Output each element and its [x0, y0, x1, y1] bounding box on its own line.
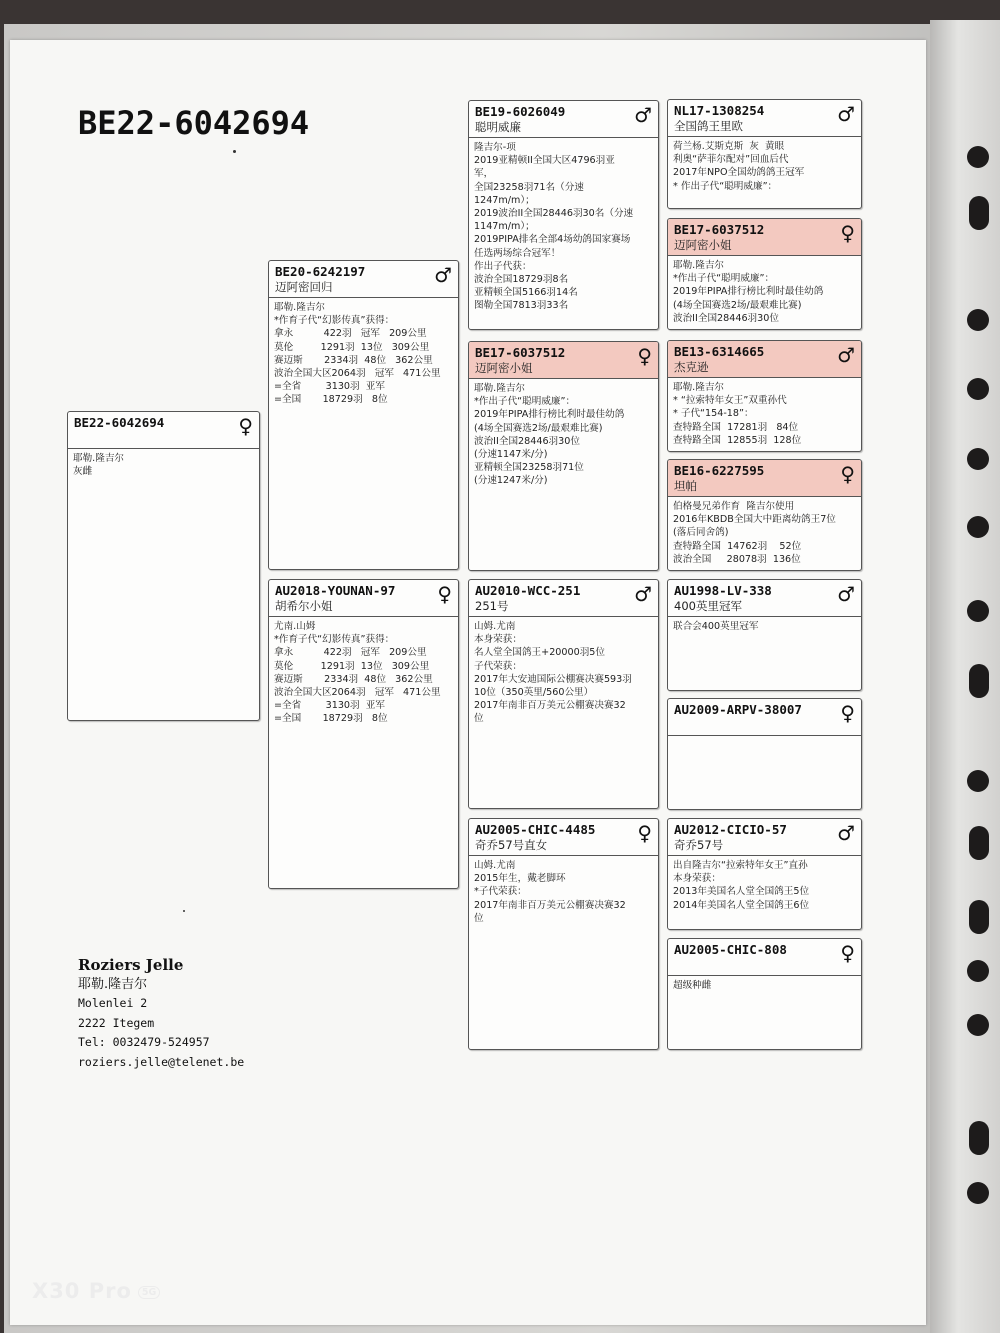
card-header [269, 261, 458, 298]
network-badge: 5G [138, 1286, 160, 1299]
note-line: 查特路全国 12855羽 128位 [673, 434, 802, 446]
note-line: 灰雌 [73, 466, 93, 478]
pigeon-name: 全国鸽王里欧 [674, 119, 743, 133]
note-line: 波治II全国28446羽30位 [673, 312, 779, 324]
ring-number: AU2018-YOUNAN-97 [275, 583, 396, 598]
pedigree-card [667, 218, 862, 330]
note-line: 2019年PIPA排行榜比利时最佳幼鸽 [673, 286, 824, 298]
note-line: 1247m/m）； [474, 194, 535, 206]
note-line: 2014年美国名人堂全国鸽王6位 [673, 899, 810, 911]
note-line: 耶勒.隆吉尔 [274, 302, 326, 313]
note-line: 2017年南非百万美元公棚赛决赛32 [474, 700, 626, 712]
card-header [668, 341, 861, 378]
ring-number: BE16-6227595 [674, 463, 765, 478]
camera-model: X30 Pro [32, 1279, 132, 1303]
note-line: 耶勒.隆吉尔 [73, 453, 125, 464]
note-line: 亚精顿全国5166羽14名 [474, 287, 578, 299]
female-symbol-icon: ♀ [637, 344, 652, 368]
note-line: * 作出子代“聪明威廉”： [673, 180, 778, 192]
note-line: * “拉索特年女王”双重孙代 [673, 395, 787, 407]
note-line: 全国23258羽71名（分速 [474, 181, 584, 193]
note-line: 赛迈斯 2334羽 48位 362公里 [274, 354, 433, 366]
owner-name-chinese: 耶勒.隆吉尔 [78, 977, 148, 992]
male-symbol-icon: ♂ [837, 102, 855, 126]
owner-email: roziers.jelle@telenet.be [78, 1054, 245, 1069]
camera-watermark [32, 1279, 160, 1303]
card-header [469, 101, 658, 138]
pigeon-name: 迈阿密回归 [275, 280, 333, 294]
note-line: 联合会400英里冠军 [673, 621, 759, 632]
note-line: =全省 3130羽 亚军 [274, 381, 385, 393]
card-header [668, 219, 861, 256]
note-line: 耶勒.隆吉尔 [673, 382, 725, 393]
female-symbol-icon: ♀ [437, 582, 452, 606]
male-symbol-icon: ♂ [837, 343, 855, 367]
note-line: 本身荣获： [474, 634, 522, 646]
pedigree-card [468, 341, 659, 571]
note-line: 军， [474, 168, 494, 180]
note-line: 2019亚精顿II全国大区4796羽亚 [474, 155, 615, 167]
punch-hole [967, 146, 989, 168]
note-line: 山姆.尤南 [474, 860, 516, 871]
card-notes [469, 856, 658, 928]
note-line: *作育子代“幻影传真”获得： [274, 315, 395, 327]
note-line: 子代荣获： [474, 660, 522, 672]
note-line: 耶勒.隆吉尔 [673, 260, 725, 271]
ring-number: AU2012-CICIO-57 [674, 822, 787, 837]
card-header [668, 580, 861, 617]
note-line: 波治II全国28446羽30位 [474, 435, 580, 447]
pigeon-name: 杰克逊 [674, 360, 709, 374]
note-line: * 子代“154-18”： [673, 408, 754, 420]
note-line: (分速1147米/分) [474, 449, 548, 461]
ring-number: BE13-6314665 [674, 344, 765, 359]
pigeon-name: 奇乔57号 [674, 838, 724, 852]
punch-hole [969, 826, 989, 860]
sleeve-binding-edge [930, 20, 1000, 1333]
note-line: *作育子代“幻影传真”获得： [274, 634, 395, 646]
note-line: 2019PIPA排名全部4场幼鸽国家赛场 [474, 234, 631, 246]
card-notes [668, 856, 861, 915]
punch-hole [967, 1182, 989, 1204]
male-symbol-icon: ♂ [634, 582, 652, 606]
ring-number: BE19-6026049 [475, 104, 566, 119]
pedigree-card [667, 938, 862, 1050]
note-line: 尤南.山姆 [274, 621, 316, 632]
note-line: 拿永 422羽 冠军 209公里 [274, 328, 427, 340]
note-line: *作出子代“聪明威廉”： [673, 273, 775, 285]
card-notes [469, 379, 658, 491]
female-symbol-icon: ♀ [840, 701, 855, 725]
note-line: 2019波治II全国28446羽30名（分速 [474, 208, 634, 220]
pigeon-name: 聪明威廉 [475, 120, 521, 134]
note-line: 山姆.尤南 [474, 621, 516, 632]
note-line: 隆吉尔-项 [474, 142, 516, 153]
pedigree-card [468, 818, 659, 1050]
owner-phone: Tel: 0032479-524957 [78, 1035, 210, 1049]
pigeon-name: 400英里冠军 [674, 599, 742, 613]
pedigree-card [268, 579, 459, 889]
note-line: =全省 3130羽 亚军 [274, 700, 385, 712]
female-symbol-icon: ♀ [637, 821, 652, 845]
male-symbol-icon: ♂ [837, 821, 855, 845]
note-line: 2017年南非百万美元公棚赛决赛32 [474, 899, 626, 911]
note-line: 拿永 422羽 冠军 209公里 [274, 647, 427, 659]
note-line: 利奥“萨菲尔配对”回血后代 [673, 154, 789, 166]
note-line: 2017年NPO全国幼鸽鸽王冠军 [673, 167, 805, 179]
card-notes [668, 137, 861, 196]
note-line: 2016年KBDB全国大中距离幼鸽王7位 [673, 514, 836, 526]
owner-name: Roziers Jelle [78, 956, 184, 974]
pedigree-card [468, 100, 659, 330]
card-header [269, 580, 458, 617]
punch-hole [967, 1014, 989, 1036]
card-header [68, 412, 259, 449]
punch-hole [967, 309, 989, 331]
pedigree-card [468, 579, 659, 809]
punch-hole [969, 1121, 989, 1155]
male-symbol-icon: ♂ [434, 263, 452, 287]
note-line: 图勒全国7813羽33名 [474, 300, 569, 312]
female-symbol-icon: ♀ [840, 221, 855, 245]
note-line: 赛迈斯 2334羽 48位 362公里 [274, 673, 433, 685]
ring-number: AU2010-WCC-251 [475, 583, 581, 598]
punch-hole [967, 378, 989, 400]
note-line: 10位（350英里/560公里） [474, 687, 594, 699]
note-line: =全国 18729羽 8位 [274, 713, 388, 725]
card-header [668, 460, 861, 497]
card-notes [269, 617, 458, 729]
owner-city: 2222 Itegem [78, 1015, 155, 1030]
note-line: 荷兰杨.艾斯克斯 灰 黄眼 [673, 141, 785, 152]
note-line: 超级种雌 [673, 980, 712, 991]
pedigree-card [67, 411, 260, 721]
pedigree-card [667, 818, 862, 930]
note-line: 作出子代获： [474, 260, 532, 272]
note-line: 耶勒.隆吉尔 [474, 383, 526, 394]
note-line: 亚精顿全国23258羽71位 [474, 462, 584, 474]
note-line: 查特路全国 17281羽 84位 [673, 421, 799, 433]
female-symbol-icon: ♀ [238, 414, 253, 438]
pedigree-card [667, 99, 862, 209]
pigeon-name: 迈阿密小姐 [475, 361, 533, 375]
note-line: 位 [474, 713, 484, 725]
ring-number: BE22-6042694 [74, 415, 165, 430]
punch-hole [967, 770, 989, 792]
card-notes [668, 976, 861, 995]
note-line: *子代荣获： [474, 886, 527, 898]
note-line: *作出子代“聪明威廉”： [474, 396, 576, 408]
card-header [668, 100, 861, 137]
card-notes [668, 617, 861, 636]
pedigree-card [667, 340, 862, 452]
card-notes [68, 449, 259, 481]
female-symbol-icon: ♀ [840, 941, 855, 965]
punch-hole [969, 196, 989, 230]
card-header [668, 939, 861, 976]
page-title: BE22-6042694 [78, 104, 310, 142]
note-line: 出自隆吉尔“拉索特年女王”直孙 [673, 860, 808, 871]
ring-number: AU2009-ARPV-38007 [674, 702, 802, 717]
note-line: 本身荣获： [673, 873, 721, 885]
pedigree-card [667, 579, 862, 691]
ring-number: NL17-1308254 [674, 103, 765, 118]
pigeon-name: 251号 [475, 599, 509, 613]
note-line: (4场全国赛选2场/最艰难比赛) [673, 299, 802, 311]
card-notes [269, 298, 458, 410]
note-line: 位 [474, 912, 484, 924]
note-line: 伯格曼兄弟作育 隆吉尔使用 [673, 501, 795, 512]
note-line: 波治全国18729羽8名 [474, 274, 569, 286]
note-line: 2015年生，戴老脚环 [474, 873, 566, 885]
pigeon-name: 迈阿密小姐 [674, 238, 732, 252]
note-line: 任选两场综合冠军！ [474, 247, 561, 259]
punch-hole [967, 448, 989, 470]
card-header [469, 342, 658, 379]
note-line: (4场全国赛选2场/最艰难比赛) [474, 422, 603, 434]
male-symbol-icon: ♂ [837, 582, 855, 606]
ring-number: BE17-6037512 [674, 222, 765, 237]
punch-hole [969, 900, 989, 934]
note-line: 莫伦 1291羽 13位 309公里 [274, 341, 430, 353]
note-line: 波治全国大区2064羽 冠军 471公里 [274, 687, 441, 699]
ring-number: AU2005-CHIC-808 [674, 942, 787, 957]
pedigree-card [667, 698, 862, 810]
paper-speck [233, 150, 236, 153]
card-notes [668, 256, 861, 328]
punch-hole [967, 516, 989, 538]
card-notes [668, 378, 861, 450]
note-line: 波治全国大区2064羽 冠军 471公里 [274, 368, 441, 380]
note-line: 2019年PIPA排行榜比利时最佳幼鸽 [474, 409, 625, 421]
pedigree-card [667, 459, 862, 571]
card-header [469, 580, 658, 617]
pigeon-name: 坦帕 [674, 479, 697, 493]
punch-hole [967, 600, 989, 622]
note-line: (分速1247米/分) [474, 475, 548, 487]
paper-speck [183, 910, 185, 912]
punch-hole [969, 664, 989, 698]
card-header [469, 819, 658, 856]
card-header [668, 699, 861, 736]
note-line: (落后同舍鸽) [673, 527, 729, 539]
ring-number: BE20-6242197 [275, 264, 366, 279]
ring-number: AU1998-LV-338 [674, 583, 772, 598]
card-notes [469, 617, 658, 729]
ring-number: AU2005-CHIC-4485 [475, 822, 596, 837]
card-notes [668, 736, 861, 742]
male-symbol-icon: ♂ [634, 103, 652, 127]
ring-number: BE17-6037512 [475, 345, 566, 360]
punch-hole [967, 960, 989, 982]
pigeon-name: 奇乔57号直女 [475, 838, 548, 852]
pigeon-name: 胡希尔小姐 [275, 599, 333, 613]
note-line: 2013年美国名人堂全国鸽王5位 [673, 886, 810, 898]
note-line: 莫伦 1291羽 13位 309公里 [274, 660, 430, 672]
card-header [668, 819, 861, 856]
pedigree-card [268, 260, 459, 570]
note-line: 1147m/m）； [474, 221, 535, 233]
note-line: 波治全国 28078羽 136位 [673, 553, 801, 565]
note-line: 2017年大安迪国际公棚赛决赛593羽 [474, 673, 632, 685]
note-line: =全国 18729羽 8位 [274, 394, 388, 406]
female-symbol-icon: ♀ [840, 462, 855, 486]
note-line: 名人堂全国鸽王+20000羽5位 [474, 647, 606, 659]
card-notes [469, 138, 658, 316]
card-notes [668, 497, 861, 569]
note-line: 查特路全国 14762羽 52位 [673, 540, 802, 552]
owner-info [78, 955, 244, 1072]
owner-street: Molenlei 2 [78, 996, 148, 1010]
